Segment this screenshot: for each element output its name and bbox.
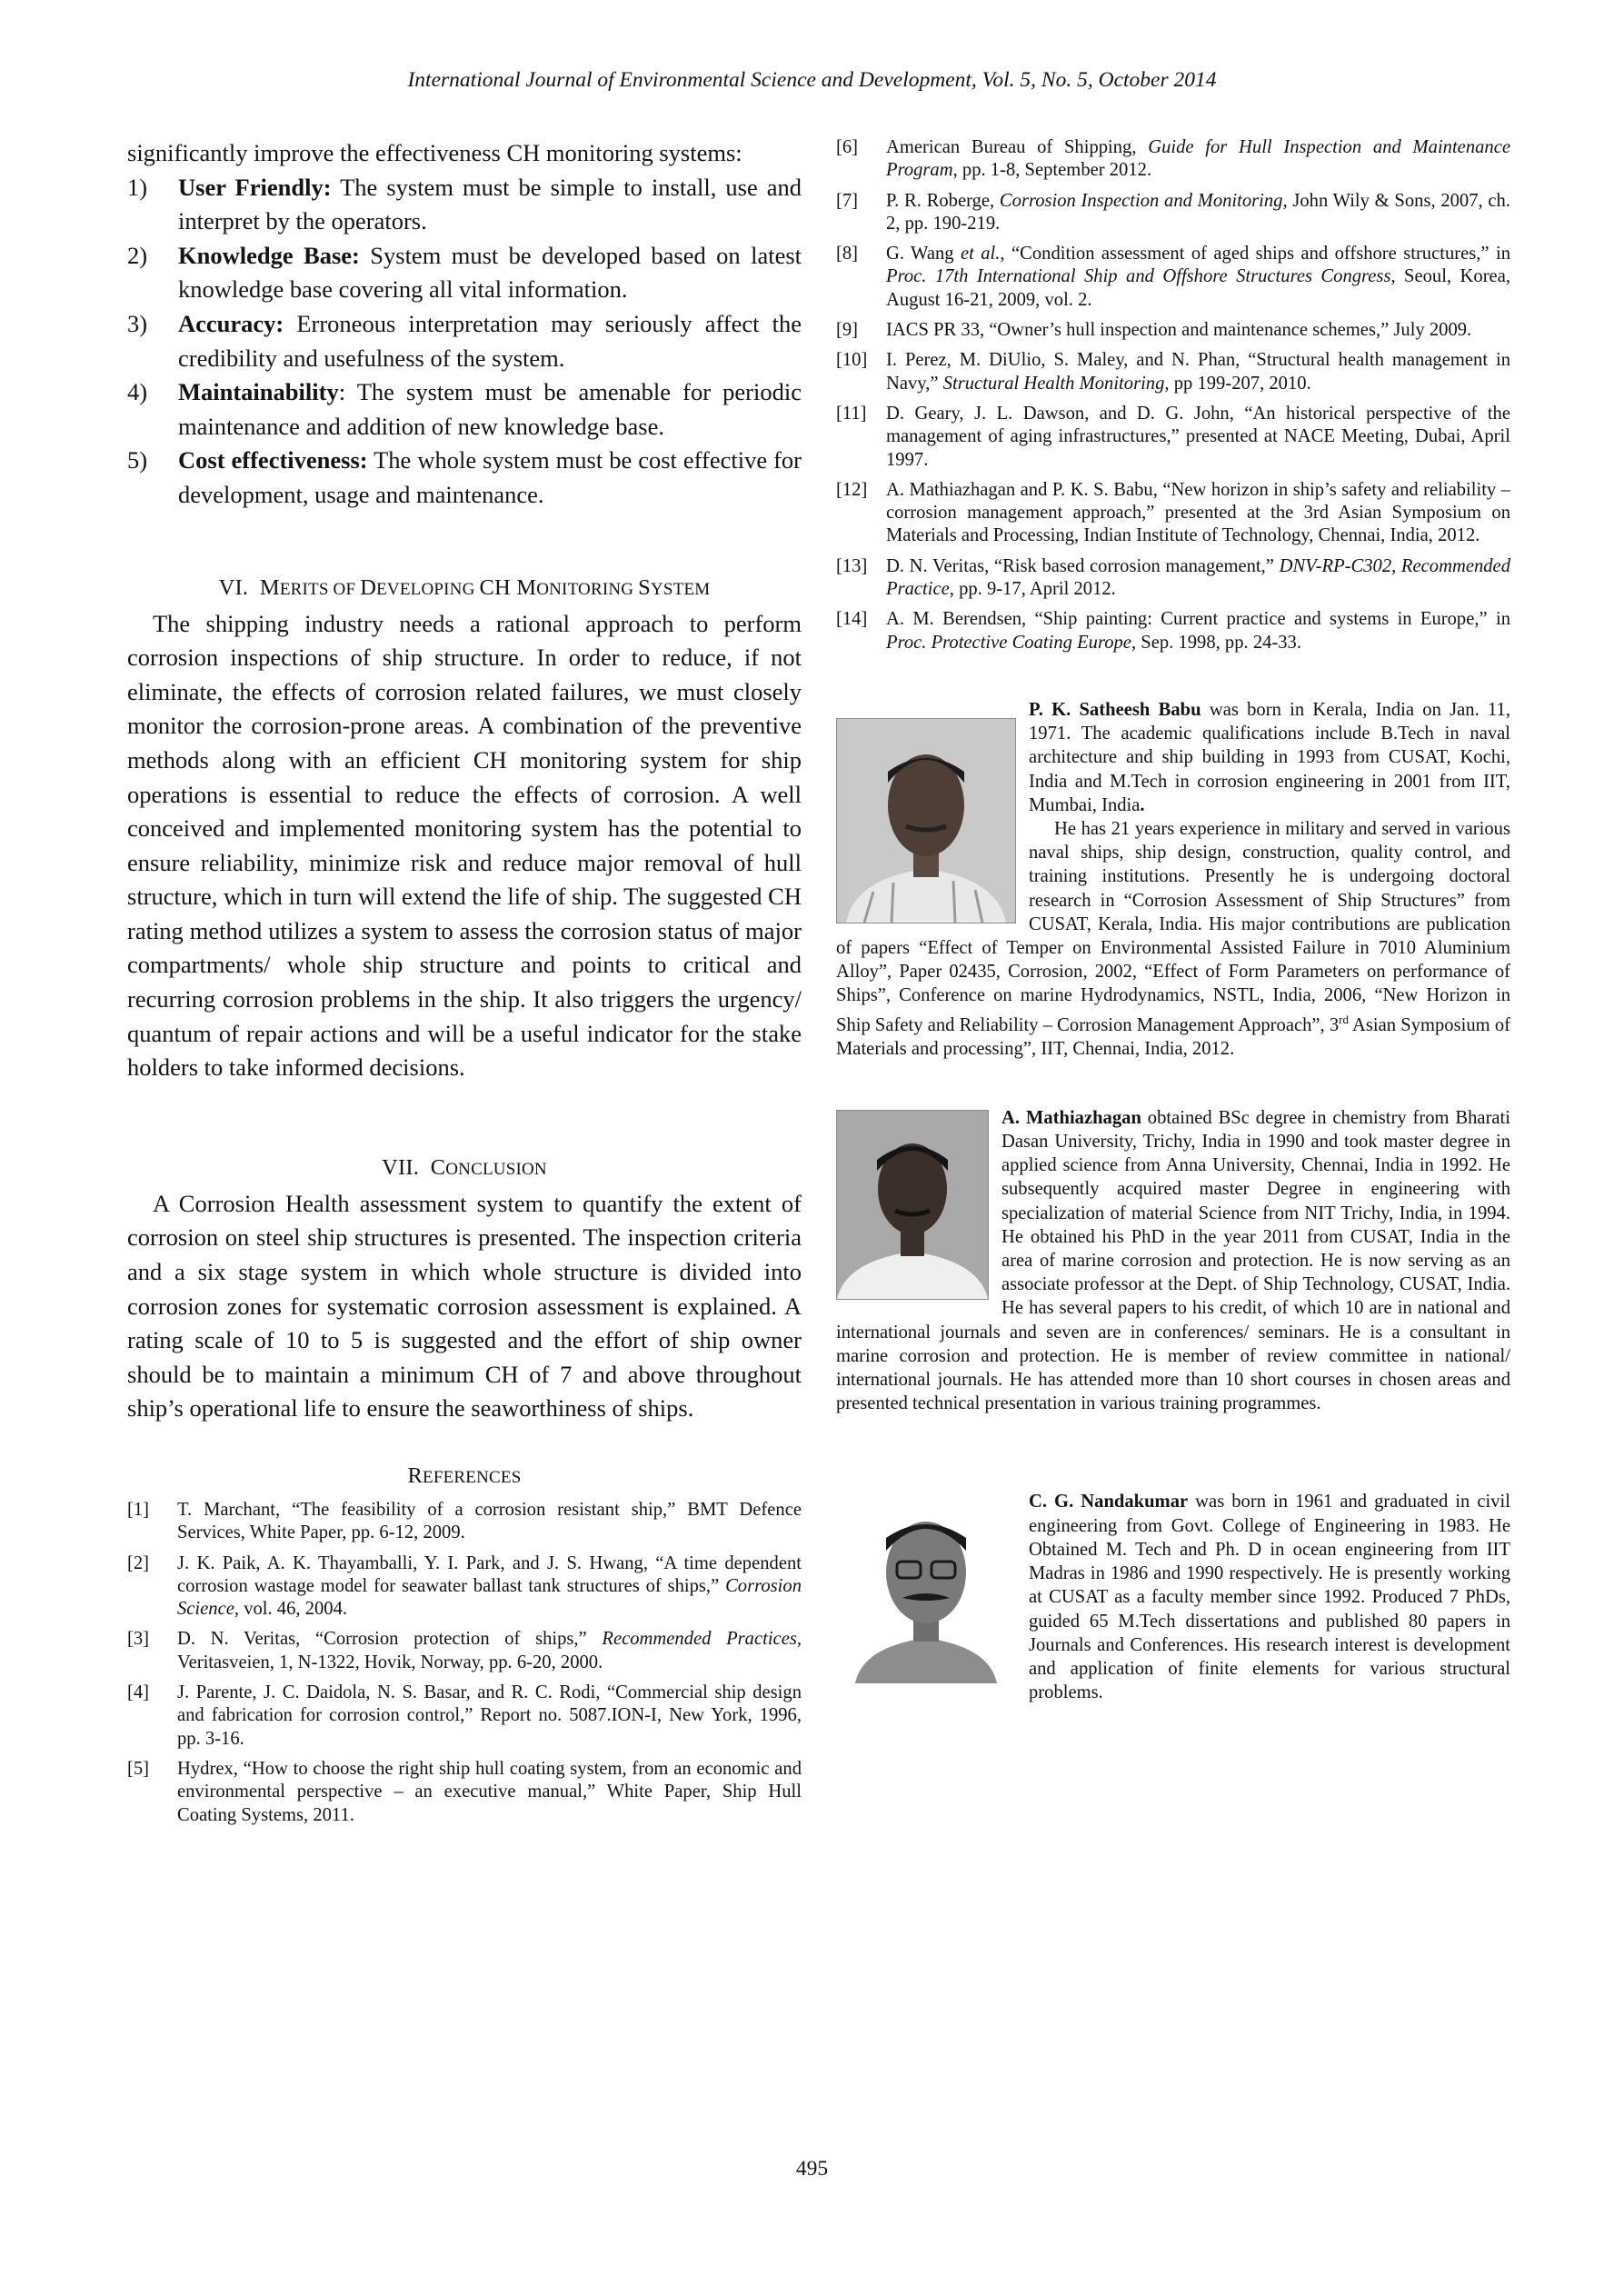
author-name: A. Mathiazhagan <box>1001 1107 1141 1128</box>
item-term: Cost effectiveness: <box>178 446 368 474</box>
reference-number: [4] <box>127 1682 150 1703</box>
heading-part: C <box>430 1154 446 1180</box>
reference-text: , “Condition assessment of aged ships and offshore structures,” in <box>1000 244 1510 265</box>
item-term: Maintainability <box>178 378 339 406</box>
reference-text: , pp. 1-8, September 2012. <box>952 160 1152 181</box>
list-item <box>127 171 802 239</box>
reference-item <box>836 319 1510 342</box>
reference-text: D. N. Veritas, “Risk based corrosion management,” <box>886 555 1280 576</box>
reference-text: , John Wily & Sons, 2007, ch. 2, pp. 190-219. <box>886 190 1510 234</box>
item-number: 3) <box>127 309 148 337</box>
reference-venue: et al. <box>960 244 1001 265</box>
reference-item <box>836 190 1510 236</box>
section-number: VI. <box>218 574 249 600</box>
reference-text: , vol. 46, 2004. <box>234 1599 348 1620</box>
reference-text: P. R. Roberge, <box>886 190 1000 211</box>
item-number: 1) <box>127 173 148 201</box>
item-number: 4) <box>127 378 148 406</box>
item-text: System must be developed based on latest knowledge base covering all vital information. <box>178 241 802 304</box>
reference-number: [12] <box>836 479 868 500</box>
running-header: International Journal of Environmental Science and Development, Vol. 5, No. 5, October 2014 <box>407 68 1217 92</box>
bio-text: obtained BSc degree in chemistry from Bharati Dasan University, Trichy, India in 1990 and took master degree in applied science from Anna University, Chennai, India in 1992. He subsequently acquired master Degree in engineering with specialization of material Science from NIT Trichy, India, in 1994. He obtained his PhD in the year 2011 from CUSAT, India in the area of marine corrosion and protection. He is now serving as an associate professor at the Dept. of Ship Technology, CUSAT, India. He has several papers to his credit, of which 10 are in national and international journals and seven are in conferences/ seminars. He is a consultant in marine corrosion and protection. He is member of review committee in national/ international journals. He has attended more than 10 short courses in chosen areas and presented technical presentation in various training programmes. <box>836 1107 1511 1414</box>
reference-text: , Seoul, Korea, August 16-21, 2009, vol. 2. <box>886 266 1510 310</box>
reference-number: [11] <box>836 403 867 424</box>
heading-part: R <box>407 1463 423 1488</box>
heading-part: M <box>259 574 280 600</box>
reference-venue: DNV-RP-C302, Recommended Practice <box>886 555 1510 600</box>
reference-venue: Guide for Hull Inspection and Maintenance Program <box>886 137 1510 181</box>
list-item <box>127 307 802 375</box>
item-term: Knowledge Base: <box>178 241 360 269</box>
heading-part: ERITS OF <box>279 579 361 599</box>
heading-part: EVELOPING <box>376 579 480 599</box>
reference-text: Hydrex, “How to choose the right ship hull coating system, from an economic and environmental perspective – an executive manual,” White Paper, Ship Hull Coating Systems, 2011. <box>177 1758 802 1825</box>
reference-item <box>127 1628 802 1674</box>
section-vii-body: A Corrosion Health assessment system to quantify the extent of corrosion on steel ship structures is presented. The inspection criteria and a six stage system in which whole structure is divided into corrosion zones for systematic corrosion assessment is explained. A rating scale of 10 to 5 is suggested and the effort of ship owner should be to maintain a minimum CH of 7 and above throughout ship’s operational life to ensure the seaworthiness of ships. <box>127 1189 802 1423</box>
reference-item <box>836 555 1510 602</box>
reference-number: [14] <box>836 609 868 630</box>
reference-number: [13] <box>836 555 868 576</box>
reference-text: IACS PR 33, “Owner’s hull inspection and maintenance schemes,” July 2009. <box>886 320 1472 341</box>
reference-item <box>836 608 1510 654</box>
section-vi-body: The shipping industry needs a rational approach to perform corrosion inspections of ship structure. In order to reduce, if not eliminate, the effects of corrosion related failures, we must closely monitor the corrosion-prone areas. A combination of the preventive methods along with an efficient CH monitoring system for ship operations is essential to reduce the effects of corrosion. A well conceived and implemented monitoring system has the potential to ensure reliability, minimize risk and reduce major removal of hull structure, which in turn will extend the life of ship. The suggested CH rating method utilizes a system to assess the corrosion status of major compartments/ whole ship structure and points to critical and recurring corrosion problems in the ship. It also triggers the urgency/ quantum of repair actions and will be a useful indicator for the stake holders to take informed decisions. <box>127 609 802 1082</box>
reference-item <box>127 1552 802 1622</box>
author-photo <box>836 718 1016 923</box>
bio-text: rd <box>1339 1012 1350 1026</box>
reference-text: D. N. Veritas, “Corrosion protection of ships,” <box>177 1629 603 1650</box>
reference-text: , pp. 9-17, April 2012. <box>949 579 1116 600</box>
list-item <box>127 375 802 444</box>
reference-text: G. Wang <box>886 244 961 265</box>
item-text: : The system must be amenable for periodic maintenance and addition of new knowledge base. <box>178 378 802 440</box>
requirements-list <box>127 171 802 513</box>
bio-text: was born in 1961 and graduated in civil engineering from Govt. College of Engineering in 1983. He Obtained M. Tech and Ph. D in ocean engineering from IIT Madras in 1986 and 1990 respectively. He is presently working at CUSAT as a faculty member since 1992. Produced 7 PhDs, guided 65 M.Tech dissertations and published 80 papers in Journals and Conferences. His research interest is development and application of finite elements for various structural problems. <box>1029 1492 1510 1703</box>
item-text: The system must be simple to install, use and interpret by the operators. <box>178 173 802 235</box>
reference-text: J. Parente, J. C. Daidola, N. S. Basar, and R. C. Rodi, “Commercial ship design and fabrication for corrosion control,” Report no. 5087.ION-I, New York, 1996, pp. 3-16. <box>177 1682 802 1749</box>
reference-number: [1] <box>127 1500 150 1520</box>
item-term: Accuracy: <box>178 309 284 337</box>
heading-part: D <box>360 574 377 600</box>
heading-part: YSTEM <box>651 579 711 599</box>
author-bio-nandakumar <box>836 1490 1510 1704</box>
heading-part: S <box>638 574 651 600</box>
list-item <box>127 239 802 307</box>
reference-item <box>127 1682 802 1751</box>
portrait-placeholder-icon <box>837 1494 1015 1683</box>
bio-text: was born in Kerala, India on Jan. 11, 1971. The academic qualifications include B.Tech in naval architecture and ship building in 1993 from CUSAT, Kochi, India and M.Tech in corrosion engineering in 2001 from IIT, Mumbai, India <box>1029 699 1510 815</box>
heading-part: EFERENCES <box>423 1468 522 1487</box>
reference-item <box>836 136 1510 183</box>
item-number: 2) <box>127 241 148 269</box>
reference-text: T. Marchant, “The feasibility of a corrosion resistant ship,” BMT Defence Services, White Paper, pp. 6-12, 2009. <box>177 1500 802 1543</box>
reference-list-left <box>127 1499 802 1827</box>
heading-part: ONITORING <box>536 579 639 599</box>
page-number: 495 <box>795 2157 829 2181</box>
reference-text: J. K. Paik, A. K. Thayamballi, Y. I. Park, and J. S. Hwang, “A time dependent corrosion wastage model for seawater ballast tank structures of ships,” <box>177 1552 802 1596</box>
reference-item <box>836 479 1510 548</box>
reference-text: , pp 199-207, 2010. <box>1164 373 1311 394</box>
section-heading-vi <box>127 574 802 604</box>
reference-number: [2] <box>127 1552 150 1573</box>
reference-number: [9] <box>836 320 859 341</box>
item-text: Erroneous interpretation may seriously affect the credibility and usefulness of the system. <box>178 309 802 372</box>
reference-item <box>836 349 1510 395</box>
bio-text: . <box>1140 794 1145 815</box>
heading-part: CH M <box>479 574 537 600</box>
reference-number: [10] <box>836 350 868 371</box>
reference-number: [5] <box>127 1758 150 1779</box>
author-bio-mathiazhagan <box>836 1106 1510 1416</box>
item-text: The whole system must be cost effective for development, usage and maintenance. <box>178 446 802 508</box>
reference-venue: Corrosion Inspection and Monitoring <box>999 190 1283 211</box>
reference-item <box>836 243 1510 312</box>
author-photo <box>836 1493 1016 1684</box>
bio-text: He has 21 years experience in military and served in various naval ships, ship design, construction, quality control, and training institutions. Presently he is undergoing doctoral research in “Corrosion Assessment of Ship Structures” from CUSAT, Kerala, India. His major contributions are publication of papers “Effect of Temper on Environmental Assisted Failure in 7010 Aluminium Alloy”, Paper 02435, Corrosion, 2002, “Effect of Form Parameters on performance of Ships”, Conference on marine Hydrodynamics, NSTL, India, 2006, “New Horizon in Ship Safety and Reliability – Corrosion Management Approach”, 3 <box>836 818 1510 1035</box>
reference-number: [3] <box>127 1629 150 1650</box>
reference-text: A. Mathiazhagan and P. K. S. Babu, “New horizon in ship’s safety and reliability – corrosion management approach,” presented at the 3rd Asian Symposium on Materials and Processing, Indian Institute of Technology, Chennai, India, 2012. <box>886 479 1510 546</box>
reference-venue: Proc. 17th International Ship and Offshore Structures Congress <box>886 266 1391 287</box>
heading-part: ONCLUSION <box>445 1159 547 1179</box>
section-heading-vii <box>127 1154 802 1183</box>
bio-text: Asian Symposium of Materials and processing”, IIT, Chennai, India, 2012. <box>836 1014 1510 1059</box>
intro-paragraph: significantly improve the effectiveness CH monitoring systems: <box>127 139 742 166</box>
author-bio-babu <box>836 698 1510 1061</box>
reference-text: I. Perez, M. DiUlio, S. Maley, and N. Phan, “Structural health management in Navy,” <box>886 350 1510 394</box>
item-term: User Friendly: <box>178 173 332 201</box>
references-heading <box>127 1462 802 1492</box>
reference-list-right <box>836 136 1510 654</box>
reference-text: A. M. Berendsen, “Ship painting: Current practice and systems in Europe,” in <box>886 609 1510 630</box>
reference-number: [6] <box>836 137 859 157</box>
list-item <box>127 444 802 512</box>
portrait-placeholder-icon <box>837 719 1015 923</box>
right-column <box>836 136 1510 1704</box>
reference-number: [7] <box>836 190 859 211</box>
reference-item <box>127 1758 802 1827</box>
left-column <box>127 136 802 1827</box>
portrait-placeholder-icon <box>837 1111 988 1299</box>
reference-item <box>836 403 1510 472</box>
author-name: P. K. Satheesh Babu <box>1029 699 1201 720</box>
reference-text: American Bureau of Shipping, <box>886 137 1149 157</box>
reference-venue: Structural Health Monitoring <box>942 373 1165 394</box>
reference-venue: Recommended Practices, <box>602 1629 802 1650</box>
reference-text: , Sep. 1998, pp. 24-33. <box>1131 632 1302 653</box>
section-number: VII. <box>382 1154 420 1180</box>
author-photo <box>836 1110 989 1300</box>
reference-venue: Corrosion Science <box>177 1575 802 1620</box>
author-name: C. G. Nandakumar <box>1029 1492 1189 1512</box>
reference-item <box>127 1499 802 1545</box>
reference-venue: Proc. Protective Coating Europe <box>886 632 1131 653</box>
reference-number: [8] <box>836 244 859 265</box>
item-number: 5) <box>127 446 148 474</box>
reference-text: D. Geary, J. L. Dawson, and D. G. John, “An historical perspective of the management of aging infrastructures,” presented at NACE Meeting, Dubai, April 1997. <box>886 403 1510 470</box>
reference-text: Veritasveien, 1, N-1322, Hovik, Norway, pp. 6-20, 2000. <box>177 1652 603 1672</box>
